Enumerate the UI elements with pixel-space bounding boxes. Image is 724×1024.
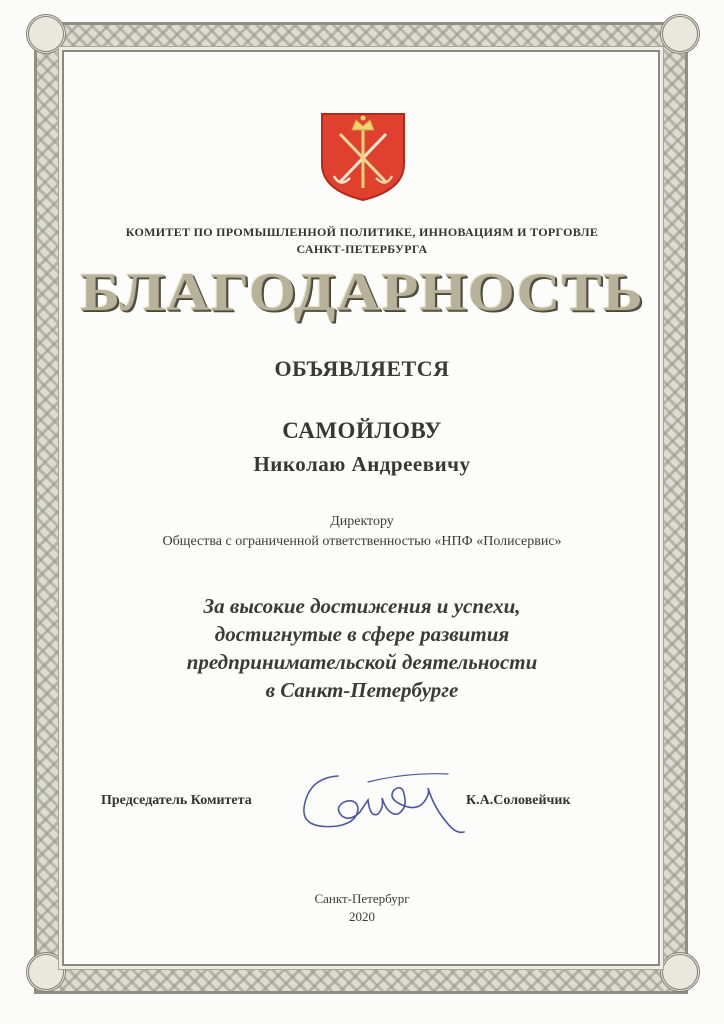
- announce-text: ОБЪЯВЛЯЕТСЯ: [274, 356, 450, 381]
- frame-corner-ornament-icon: [26, 14, 66, 54]
- reason-line: предпринимательской деятельности: [186, 650, 538, 674]
- recipient-given-name: Николаю Андреевичу: [253, 452, 471, 476]
- signatory-role: Председатель Комитета: [101, 793, 252, 808]
- recipient-position: [80, 512, 644, 552]
- reason-line: За высокие достижения и успехи,: [203, 594, 521, 618]
- frame-corner-ornament-icon: [660, 14, 700, 54]
- coat-of-arms-icon: [320, 112, 406, 202]
- recipient-surname: САМОЙЛОВУ: [282, 418, 442, 443]
- position-line-1: Директору: [330, 514, 394, 529]
- place-text: Санкт-Петербург: [314, 891, 410, 906]
- document-title: БЛАГОДАРНОСТЬ: [80, 262, 644, 322]
- committee-line-2: САНКТ-ПЕТЕРБУРГА: [296, 242, 428, 256]
- reason-line: достигнутые в сфере развития: [214, 622, 510, 646]
- committee-line-1: КОМИТЕТ ПО ПРОМЫШЛЕННОЙ ПОЛИТИКЕ, ИННОВАЦИЯМ И ТОРГОВЛЕ: [125, 225, 599, 239]
- reason-text: [80, 592, 644, 704]
- frame-corner-ornament-icon: [26, 952, 66, 992]
- frame-corner-ornament-icon: [660, 952, 700, 992]
- signatory-name: К.А.Соловейчик: [466, 793, 571, 808]
- handwritten-signature: [298, 768, 468, 838]
- committee-header: [80, 224, 644, 258]
- year-text: 2020: [349, 909, 375, 924]
- place-and-year: [80, 890, 644, 926]
- position-line-2: Общества с ограниченной ответственностью «НПФ «Полисервис»: [162, 534, 562, 549]
- reason-line: в Санкт-Петербурге: [265, 678, 459, 702]
